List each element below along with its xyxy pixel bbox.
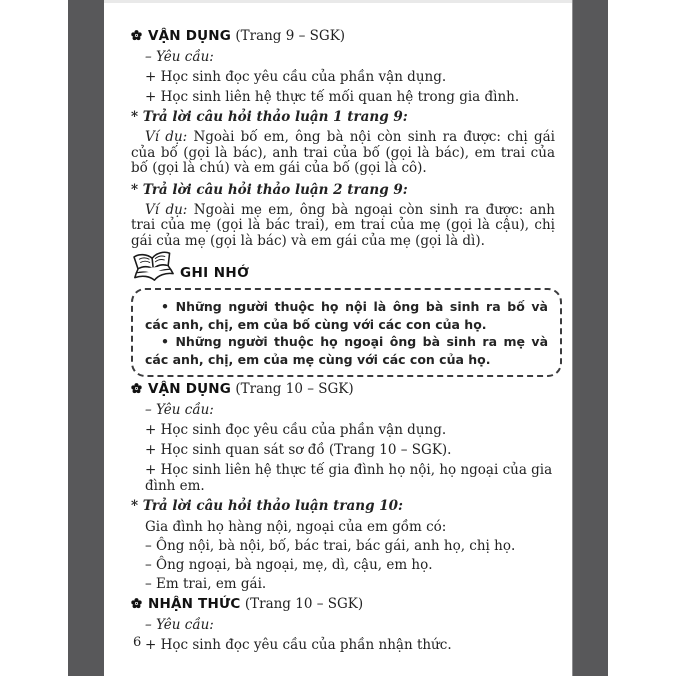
list-item: + Học sinh liên hệ thực tế mối quan hệ trong gia đình.: [145, 89, 520, 105]
bullet: •: [161, 334, 169, 349]
bullet: •: [161, 299, 169, 314]
memo-header: [131, 250, 555, 283]
list-item: + Học sinh đọc yêu cầu của phần vận dụng.: [145, 69, 447, 85]
memo-title: GHI NHỚ: [180, 265, 250, 281]
qa-heading: * Trả lời câu hỏi thảo luận trang 10:: [131, 498, 404, 514]
page-number: 6: [133, 635, 142, 650]
section-heading: [131, 595, 555, 613]
qa-heading: * Trả lời câu hỏi thảo luận 1 trang 9:: [131, 109, 408, 125]
section-van-dung-trang-10: [131, 380, 555, 657]
memo-note: [145, 298, 548, 333]
section-ref: (Trang 10 – SGK): [244, 596, 364, 612]
section-ref: (Trang 10 – SGK): [235, 381, 354, 397]
section-van-dung-trang-9: [131, 27, 555, 254]
section-heading: [131, 27, 555, 45]
list-item: + Học sinh đọc yêu cầu của phần nhận thức.: [145, 637, 452, 653]
answer-intro: Gia đình họ hàng nội, ngoại của em gồm có:: [145, 519, 447, 535]
open-book-icon: [129, 248, 176, 285]
memo-note: [145, 333, 548, 368]
memo-note-text: Những người thuộc họ ngoại ông bà sinh ra mẹ và các anh, chị, em của mẹ cùng với các con của họ.: [145, 334, 548, 367]
photo-background-left-bar: [68, 0, 104, 676]
list-item: + Học sinh liên hệ thực tế gia đình họ nội, họ ngoại của gia đình em.: [145, 462, 553, 494]
section-title: VẬN DỤNG: [148, 28, 232, 44]
section-ref: (Trang 9 – SGK): [235, 28, 346, 44]
example-label: Ví dụ:: [145, 201, 188, 218]
example-label: Ví dụ:: [145, 129, 188, 145]
memo-note-box: [131, 288, 555, 377]
requirement-label: – Yêu cầu:: [145, 49, 214, 65]
answer-text: Ngoài bố em, ông bà nội còn sinh ra được: chị gái của bố (gọi là bác), anh trai của bố (gọi là bác), em trai của bố (gọi là chú) và em gái của bố (gọi là cô).: [131, 129, 556, 176]
section-title: NHẬN THỨC: [148, 596, 241, 612]
answer-text: Ngoài mẹ em, ông bà ngoại còn sinh ra được: anh trai của mẹ (gọi là bác trai), em trai của mẹ (gọi là cậu), chị gái của mẹ (gọi là bác) và em gái của mẹ (gọi là dì).: [131, 201, 556, 249]
qa-answer-paragraph: [131, 130, 555, 177]
requirement-label: – Yêu cầu:: [145, 617, 214, 633]
florette-icon: [131, 383, 142, 394]
page-top-edge: [104, 0, 572, 3]
section-heading: [131, 380, 555, 398]
answer-line: – Ông nội, bà nội, bố, bác trai, bác gái, anh họ, chị họ.: [145, 538, 516, 554]
answer-line: – Em trai, em gái.: [145, 576, 267, 592]
answer-line: – Ông ngoại, bà ngoại, mẹ, dì, cậu, em họ.: [145, 557, 433, 573]
memo-note-text: Những người thuộc họ nội là ông bà sinh ra bố và các anh, chị, em của bố cùng với các con của họ.: [145, 299, 548, 332]
section-title: VẬN DỤNG: [148, 381, 232, 397]
list-item: + Học sinh quan sát sơ đồ (Trang 10 – SGK).: [145, 442, 452, 458]
qa-answer-paragraph: [131, 203, 555, 250]
florette-icon: [131, 598, 142, 609]
requirement-label: – Yêu cầu:: [145, 402, 214, 418]
photo-background-right-bar: [572, 0, 608, 676]
florette-icon: [131, 30, 142, 41]
qa-heading: * Trả lời câu hỏi thảo luận 2 trang 9:: [131, 181, 408, 198]
list-item: + Học sinh đọc yêu cầu của phần vận dụng.: [145, 422, 447, 438]
